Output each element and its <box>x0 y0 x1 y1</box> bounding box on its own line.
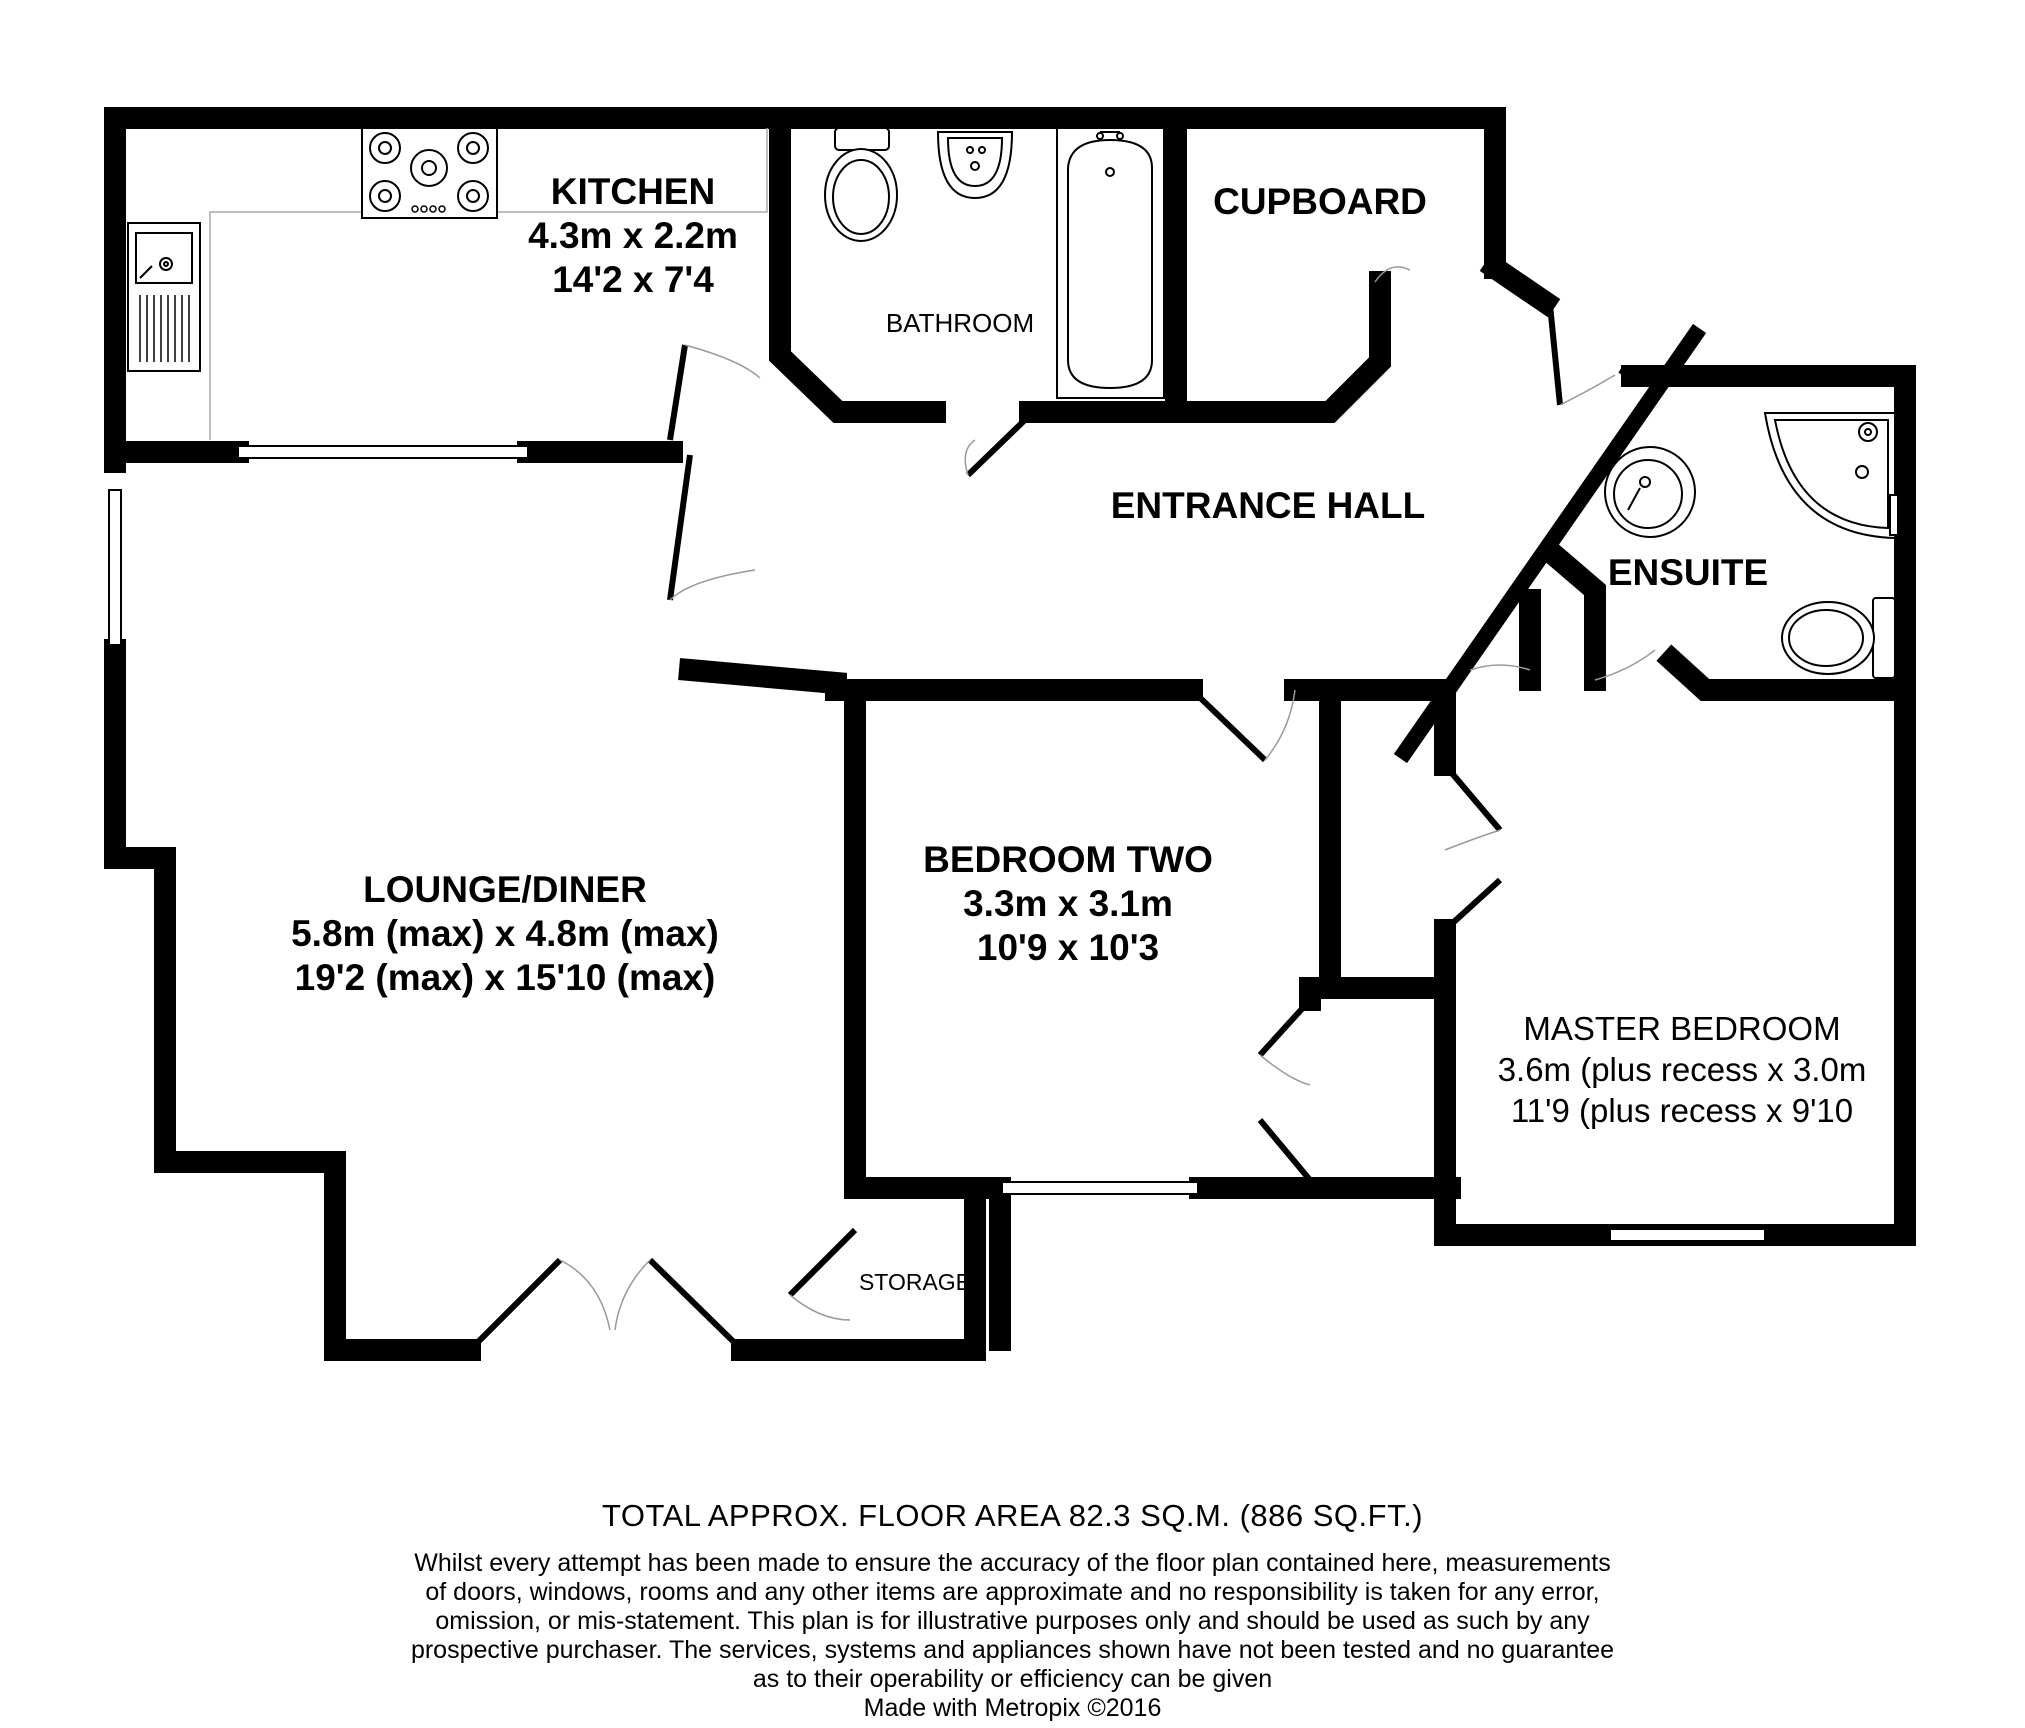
kitchen-metric: 4.3m x 2.2m <box>528 215 738 256</box>
disclaimer-line: Whilst every attempt has been made to ensure the accuracy of the floor plan contained here, measurements <box>414 1549 1611 1577</box>
kitchen-window <box>238 446 528 458</box>
lounge-imperial: 19'2 (max) x 15'10 (max) <box>294 957 716 998</box>
hob-icon <box>362 128 497 218</box>
door-swings <box>560 267 1655 1330</box>
lounge-name: LOUNGE/DINER <box>363 869 647 910</box>
master-bedroom-imperial: 11'9 (plus recess x 9'10 <box>1510 1092 1854 1129</box>
bedroom-two-window <box>1002 1182 1198 1194</box>
bedroom-two-metric: 3.3m x 3.1m <box>963 883 1173 924</box>
disclaimer-line: omission, or mis-statement. This plan is for illustrative purposes only and should be used as such by any <box>435 1607 1590 1635</box>
disclaimer-line: prospective purchaser. The services, systems and appliances shown have not been tested and no guarantee <box>410 1636 1615 1664</box>
kitchen-name: KITCHEN <box>550 171 716 212</box>
ensuite-toilet-icon <box>1782 598 1895 678</box>
toilet-icon <box>825 128 897 241</box>
lounge-metric: 5.8m (max) x 4.8m (max) <box>291 913 719 954</box>
bath-icon <box>1057 128 1164 398</box>
lounge-window <box>109 490 121 645</box>
sink-icon <box>128 223 200 371</box>
master-bedroom-metric: 3.6m (plus recess x 3.0m <box>1497 1051 1867 1088</box>
disclaimer-line: as to their operability or efficiency can be given <box>752 1665 1273 1693</box>
ensuite-basin-icon <box>1605 447 1695 537</box>
credit: Made with Metropix ©2016 <box>863 1694 1162 1722</box>
disclaimer-line: of doors, windows, rooms and any other items are approximate and no responsibility is taken for any error, <box>425 1578 1600 1606</box>
master-window <box>1610 1229 1765 1241</box>
walls <box>115 118 1905 1350</box>
bedroom-two-imperial: 10'9 x 10'3 <box>976 927 1160 968</box>
kitchen-imperial: 14'2 x 7'4 <box>552 259 714 300</box>
storage-name: STORAGE <box>858 1269 972 1295</box>
cupboard-name: CUPBOARD <box>1213 181 1427 222</box>
bathroom-name: BATHROOM <box>885 308 1035 338</box>
shower-icon <box>1765 413 1898 538</box>
total-floor-area: TOTAL APPROX. FLOOR AREA 82.3 SQ.M. (886 SQ.FT.) <box>601 1498 1424 1533</box>
entrance-hall-name: ENTRANCE HALL <box>1110 485 1426 526</box>
bedroom-two-name: BEDROOM TWO <box>923 839 1213 880</box>
ensuite-name: ENSUITE <box>1607 552 1769 593</box>
disclaimer <box>0 1549 2025 1723</box>
master-bedroom-name: MASTER BEDROOM <box>1523 1010 1841 1047</box>
basin-icon <box>938 132 1012 198</box>
